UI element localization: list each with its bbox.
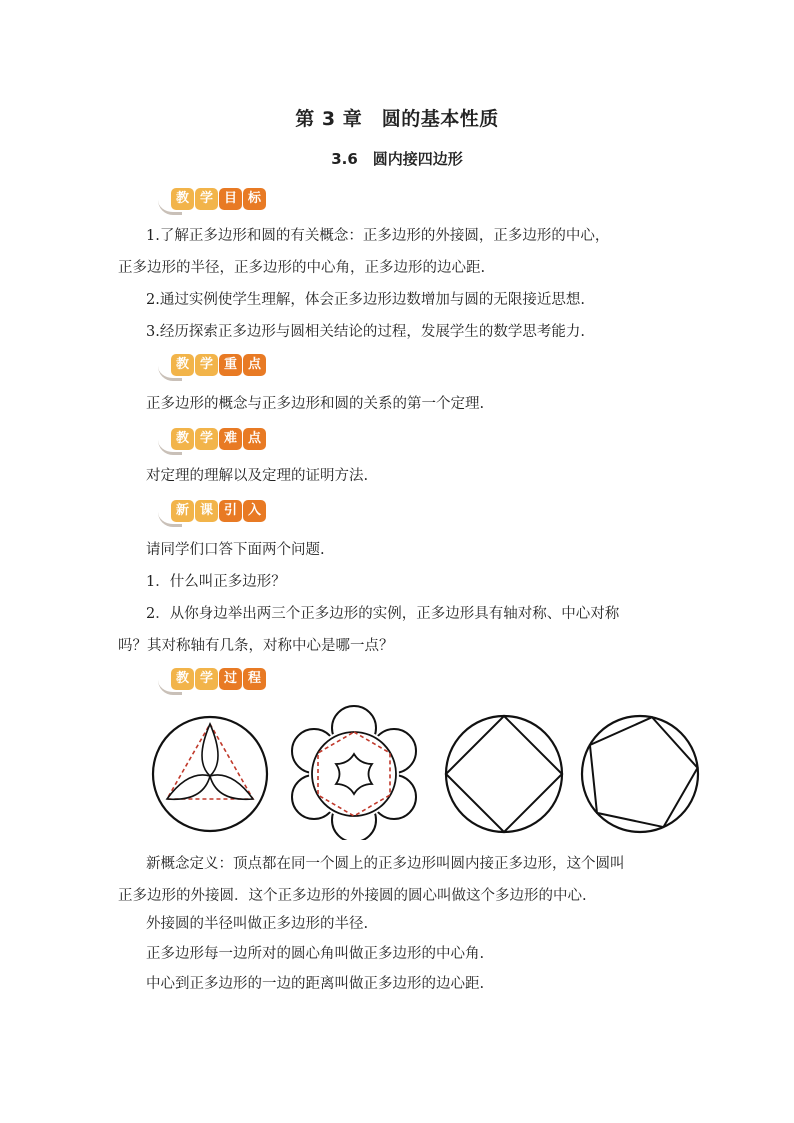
- badge-char: 教: [171, 428, 194, 450]
- badge-char: 学: [195, 188, 218, 210]
- chapter-title: 第 3 章 圆的基本性质: [295, 108, 499, 130]
- goal-item-1-line-2: 正多边形的半径，正多边形的中心角，正多边形的边心距.: [118, 260, 486, 276]
- badge-teaching-process: [158, 668, 268, 694]
- process-paragraph-3: 正多边形每一边所对的圆心角叫做正多边形的中心角.: [146, 946, 485, 962]
- badge-char: 点: [243, 354, 266, 376]
- badge-char: 教: [171, 354, 194, 376]
- badge-char: 重: [219, 354, 242, 376]
- badge-char: 教: [171, 668, 194, 690]
- badge-char: 学: [195, 354, 218, 376]
- badge-new-lesson-intro: [158, 500, 268, 526]
- badge-char: 教: [171, 188, 194, 210]
- process-paragraph-1-line-1: 新概念定义：顶点都在同一个圆上的正多边形叫圆内接正多边形，这个圆叫: [146, 856, 625, 872]
- badge-char: 入: [243, 500, 266, 522]
- section-title: 3.6 圆内接四边形: [331, 150, 463, 168]
- badge-char: 新: [171, 500, 194, 522]
- badge-char: 难: [219, 428, 242, 450]
- intro-question-2-line-2: 吗？其对称轴有几条，对称中心是哪一点？: [118, 638, 394, 654]
- difficult-point-text: 对定理的理解以及定理的证明方法.: [146, 468, 369, 484]
- badge-char: 学: [195, 428, 218, 450]
- intro-lead: 请同学们口答下面两个问题.: [146, 542, 325, 558]
- figure-circle-pentagon: [576, 706, 703, 832]
- figure-flower-hexagon: [292, 706, 416, 840]
- badge-char: 引: [219, 500, 242, 522]
- intro-question-1: 1．什么叫正多边形？: [146, 574, 286, 590]
- key-point-text: 正多边形的概念与正多边形和圆的关系的第一个定理.: [146, 396, 485, 412]
- badge-difficult-points: [158, 428, 268, 454]
- badge-char: 程: [243, 668, 266, 690]
- badge-char: 过: [219, 668, 242, 690]
- badge-char: 学: [195, 668, 218, 690]
- badge-char: 标: [243, 188, 266, 210]
- badge-char: 点: [243, 428, 266, 450]
- goal-item-3: 3.经历探索正多边形与圆相关结论的过程，发展学生的数学思考能力.: [146, 324, 585, 340]
- regular-polygon-figures: [148, 704, 703, 840]
- process-paragraph-2: 外接圆的半径叫做正多边形的半径.: [146, 916, 369, 932]
- badge-teaching-goals: [158, 188, 268, 214]
- goal-item-2: 2.通过实例使学生理解，体会正多边形边数增加与圆的无限接近思想.: [146, 292, 585, 308]
- process-paragraph-4: 中心到正多边形的一边的距离叫做正多边形的边心距.: [146, 976, 485, 992]
- intro-question-2-line-1: 2．从你身边举出两三个正多边形的实例，正多边形具有轴对称、中心对称: [146, 606, 620, 622]
- badge-char: 目: [219, 188, 242, 210]
- figure-circle-square: [446, 716, 562, 832]
- badge-key-points: [158, 354, 268, 380]
- goal-item-1-line-1: 1.了解正多边形和圆的有关概念：正多边形的外接圆，正多边形的中心，: [146, 228, 610, 244]
- badge-char: 课: [195, 500, 218, 522]
- figure-circle-triangle: [153, 717, 267, 831]
- process-paragraph-1-line-2: 正多边形的外接圆．这个正多边形的外接圆的圆心叫做这个多边形的中心.: [118, 888, 587, 904]
